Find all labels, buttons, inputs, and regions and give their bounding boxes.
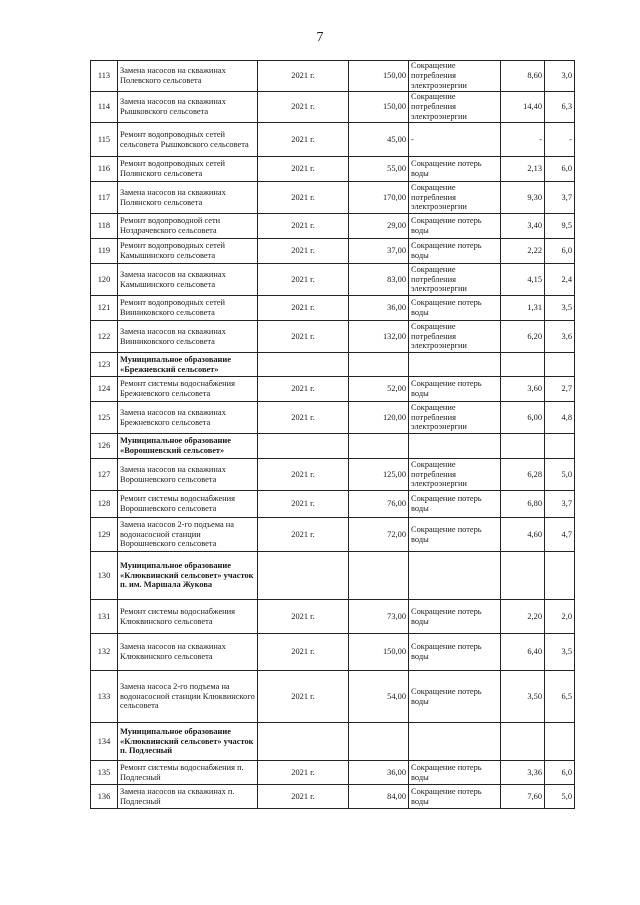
row-number: 129 [91, 518, 118, 552]
measure-name: Ремонт водопроводных сетей Камышинского сельсовета [118, 239, 258, 264]
year-cell: 2021 г. [258, 761, 349, 785]
measure-name: Замена насосов на скважинах Винниковского сельсовета [118, 321, 258, 353]
value-2-cell: 2,7 [545, 377, 575, 402]
value-2-cell: - [545, 123, 575, 157]
value-1-cell: 3,60 [501, 377, 545, 402]
value-2-cell: 3,5 [545, 634, 575, 671]
value-1-cell: 3,50 [501, 671, 545, 723]
year-cell [258, 434, 349, 459]
effect-cell [409, 723, 501, 761]
table-row [91, 671, 575, 723]
table-row [91, 518, 575, 552]
cost-cell: 37,00 [349, 239, 409, 264]
effect-cell: Сокращение потерь воды [409, 214, 501, 239]
value-2-cell [545, 353, 575, 377]
table-row [91, 92, 575, 123]
value-1-cell: 6,28 [501, 459, 545, 491]
measure-name: Замена насосов на скважинах Ворошневского сельсовета [118, 459, 258, 491]
value-2-cell: 3,6 [545, 321, 575, 353]
year-cell: 2021 г. [258, 264, 349, 296]
measure-name: Ремонт водопроводной сети Ноздрачевского сельсовета [118, 214, 258, 239]
value-1-cell: 2,20 [501, 600, 545, 634]
measure-name: Замена насосов на скважинах Полянского сельсовета [118, 182, 258, 214]
row-number: 130 [91, 552, 118, 600]
measure-name: Ремонт системы водоснабжения Ворошневского сельсовета [118, 491, 258, 518]
value-1-cell: - [501, 123, 545, 157]
year-cell: 2021 г. [258, 182, 349, 214]
effect-cell: Сокращение потребления электроэнергии [409, 182, 501, 214]
effect-cell: Сокращение потерь воды [409, 600, 501, 634]
table-row [91, 377, 575, 402]
row-number: 131 [91, 600, 118, 634]
table-row [91, 296, 575, 321]
table-row [91, 491, 575, 518]
measure-name: Замена насосов на скважинах п. Подлесный [118, 785, 258, 809]
year-cell: 2021 г. [258, 61, 349, 92]
value-2-cell [545, 434, 575, 459]
value-1-cell: 3,40 [501, 214, 545, 239]
cost-cell: 84,00 [349, 785, 409, 809]
value-1-cell: 4,60 [501, 518, 545, 552]
cost-cell: 132,00 [349, 321, 409, 353]
value-1-cell: 6,80 [501, 491, 545, 518]
value-2-cell: 3,7 [545, 491, 575, 518]
year-cell: 2021 г. [258, 600, 349, 634]
year-cell: 2021 г. [258, 459, 349, 491]
effect-cell [409, 353, 501, 377]
value-2-cell: 6,5 [545, 671, 575, 723]
year-cell [258, 723, 349, 761]
effect-cell: Сокращение потерь воды [409, 634, 501, 671]
page-number: 7 [316, 30, 324, 45]
effect-cell: Сокращение потерь воды [409, 377, 501, 402]
effect-cell: Сокращение потребления электроэнергии [409, 61, 501, 92]
measure-name: Замена насосов на скважинах Клюквинского сельсовета [118, 634, 258, 671]
measure-name: Ремонт водопроводных сетей сельсовета Рышковского сельсовета [118, 123, 258, 157]
value-1-cell: 2,13 [501, 157, 545, 182]
measure-name: Ремонт системы водоснабжения Клюквинского сельсовета [118, 600, 258, 634]
year-cell: 2021 г. [258, 296, 349, 321]
effect-cell [409, 552, 501, 600]
row-number: 125 [91, 402, 118, 434]
measure-name: Ремонт системы водоснабжения п. Подлесный [118, 761, 258, 785]
measure-name: Замена насосов на скважинах Камышинского сельсовета [118, 264, 258, 296]
row-number: 133 [91, 671, 118, 723]
value-2-cell: 4,7 [545, 518, 575, 552]
measure-name: Муниципальное образование «Клюквинский сельсовет» участок п. Подлесный [118, 723, 258, 761]
measures-table [90, 60, 575, 809]
cost-cell: 170,00 [349, 182, 409, 214]
value-1-cell: 3,36 [501, 761, 545, 785]
table-row [91, 761, 575, 785]
row-number: 115 [91, 123, 118, 157]
effect-cell: Сокращение потерь воды [409, 761, 501, 785]
cost-cell: 125,00 [349, 459, 409, 491]
effect-cell: Сокращение потребления электроэнергии [409, 459, 501, 491]
year-cell: 2021 г. [258, 123, 349, 157]
value-2-cell [545, 723, 575, 761]
row-number: 123 [91, 353, 118, 377]
cost-cell: 52,00 [349, 377, 409, 402]
value-1-cell: 8,60 [501, 61, 545, 92]
row-number: 127 [91, 459, 118, 491]
cost-cell: 150,00 [349, 92, 409, 123]
table-row [91, 157, 575, 182]
effect-cell: Сокращение потерь воды [409, 518, 501, 552]
cost-cell: 36,00 [349, 761, 409, 785]
year-cell: 2021 г. [258, 671, 349, 723]
table-row [91, 182, 575, 214]
row-number: 117 [91, 182, 118, 214]
value-1-cell: 2,22 [501, 239, 545, 264]
value-1-cell: 1,31 [501, 296, 545, 321]
measure-name: Муниципальное образование «Ворошневский сельсовет» [118, 434, 258, 459]
year-cell: 2021 г. [258, 518, 349, 552]
value-2-cell [545, 552, 575, 600]
value-1-cell: 6,20 [501, 321, 545, 353]
year-cell: 2021 г. [258, 214, 349, 239]
row-number: 135 [91, 761, 118, 785]
year-cell [258, 353, 349, 377]
year-cell: 2021 г. [258, 157, 349, 182]
year-cell: 2021 г. [258, 239, 349, 264]
value-1-cell: 7,60 [501, 785, 545, 809]
row-number: 132 [91, 634, 118, 671]
row-number: 119 [91, 239, 118, 264]
value-1-cell: 14,40 [501, 92, 545, 123]
value-2-cell: 3,5 [545, 296, 575, 321]
cost-cell [349, 723, 409, 761]
year-cell: 2021 г. [258, 785, 349, 809]
effect-cell: Сокращение потерь воды [409, 671, 501, 723]
value-1-cell: 9,30 [501, 182, 545, 214]
measure-name: Замена насоса 2-го подъема на водонасосной станции Клюквинского сельсовета [118, 671, 258, 723]
cost-cell: 29,00 [349, 214, 409, 239]
value-2-cell: 3,7 [545, 182, 575, 214]
row-number: 124 [91, 377, 118, 402]
measure-name: Муниципальное образование «Брежневский сельсовет» [118, 353, 258, 377]
value-1-cell: 6,40 [501, 634, 545, 671]
cost-cell: 45,00 [349, 123, 409, 157]
cost-cell: 55,00 [349, 157, 409, 182]
table-row [91, 402, 575, 434]
value-1-cell: 4,15 [501, 264, 545, 296]
effect-cell: Сокращение потребления электроэнергии [409, 92, 501, 123]
year-cell: 2021 г. [258, 402, 349, 434]
effect-cell: Сокращение потребления электроэнергии [409, 321, 501, 353]
value-1-cell [501, 552, 545, 600]
table-row [91, 214, 575, 239]
measure-name: Ремонт водопроводных сетей Винниковского сельсовета [118, 296, 258, 321]
value-2-cell: 5,0 [545, 459, 575, 491]
year-cell: 2021 г. [258, 92, 349, 123]
effect-cell: Сокращение потерь воды [409, 239, 501, 264]
row-number: 116 [91, 157, 118, 182]
row-number: 121 [91, 296, 118, 321]
value-2-cell: 9,5 [545, 214, 575, 239]
cost-cell: 150,00 [349, 634, 409, 671]
year-cell: 2021 г. [258, 491, 349, 518]
value-1-cell [501, 723, 545, 761]
row-number: 134 [91, 723, 118, 761]
section-row [91, 434, 575, 459]
table-row [91, 321, 575, 353]
effect-cell [409, 434, 501, 459]
measure-name: Замена насосов 2-го подъема на водонасосной станции Ворошневского сельсовета [118, 518, 258, 552]
effect-cell: Сокращение потерь воды [409, 491, 501, 518]
row-number: 136 [91, 785, 118, 809]
table-row [91, 785, 575, 809]
effect-cell: - [409, 123, 501, 157]
measure-name: Замена насосов на скважинах Рышковского сельсовета [118, 92, 258, 123]
cost-cell: 36,00 [349, 296, 409, 321]
row-number: 128 [91, 491, 118, 518]
cost-cell: 76,00 [349, 491, 409, 518]
year-cell [258, 552, 349, 600]
table-row [91, 61, 575, 92]
row-number: 120 [91, 264, 118, 296]
value-2-cell: 6,0 [545, 239, 575, 264]
cost-cell: 150,00 [349, 61, 409, 92]
value-2-cell: 2,0 [545, 600, 575, 634]
value-2-cell: 6,0 [545, 157, 575, 182]
table-body [91, 61, 575, 809]
section-row [91, 353, 575, 377]
table-row [91, 634, 575, 671]
effect-cell: Сокращение потребления электроэнергии [409, 264, 501, 296]
row-number: 126 [91, 434, 118, 459]
effect-cell: Сокращение потерь воды [409, 296, 501, 321]
value-2-cell: 6,3 [545, 92, 575, 123]
value-1-cell: 6,00 [501, 402, 545, 434]
value-2-cell: 6,0 [545, 761, 575, 785]
cost-cell: 72,00 [349, 518, 409, 552]
cost-cell: 73,00 [349, 600, 409, 634]
effect-cell: Сокращение потерь воды [409, 785, 501, 809]
year-cell: 2021 г. [258, 634, 349, 671]
cost-cell: 83,00 [349, 264, 409, 296]
section-row [91, 552, 575, 600]
cost-cell: 120,00 [349, 402, 409, 434]
cost-cell [349, 434, 409, 459]
measure-name: Муниципальное образование «Клюквинский сельсовет» участок п. им. Маршала Жукова [118, 552, 258, 600]
measure-name: Ремонт водопроводных сетей Полянского сельсовета [118, 157, 258, 182]
year-cell: 2021 г. [258, 321, 349, 353]
table-row [91, 123, 575, 157]
section-row [91, 723, 575, 761]
value-2-cell: 2,4 [545, 264, 575, 296]
row-number: 113 [91, 61, 118, 92]
value-2-cell: 3,0 [545, 61, 575, 92]
table-row [91, 239, 575, 264]
value-2-cell: 5,0 [545, 785, 575, 809]
measure-name: Ремонт системы водоснабжения Брежневского сельсовета [118, 377, 258, 402]
cost-cell [349, 552, 409, 600]
cost-cell [349, 353, 409, 377]
row-number: 122 [91, 321, 118, 353]
row-number: 118 [91, 214, 118, 239]
table-row [91, 600, 575, 634]
value-1-cell [501, 434, 545, 459]
row-number: 114 [91, 92, 118, 123]
table-row [91, 264, 575, 296]
effect-cell: Сокращение потерь воды [409, 157, 501, 182]
measure-name: Замена насосов на скважинах Брежневского сельсовета [118, 402, 258, 434]
table-row [91, 459, 575, 491]
value-1-cell [501, 353, 545, 377]
measure-name: Замена насосов на скважинах Полевского сельсовета [118, 61, 258, 92]
effect-cell: Сокращение потребления электроэнергии [409, 402, 501, 434]
value-2-cell: 4,8 [545, 402, 575, 434]
year-cell: 2021 г. [258, 377, 349, 402]
cost-cell: 54,00 [349, 671, 409, 723]
